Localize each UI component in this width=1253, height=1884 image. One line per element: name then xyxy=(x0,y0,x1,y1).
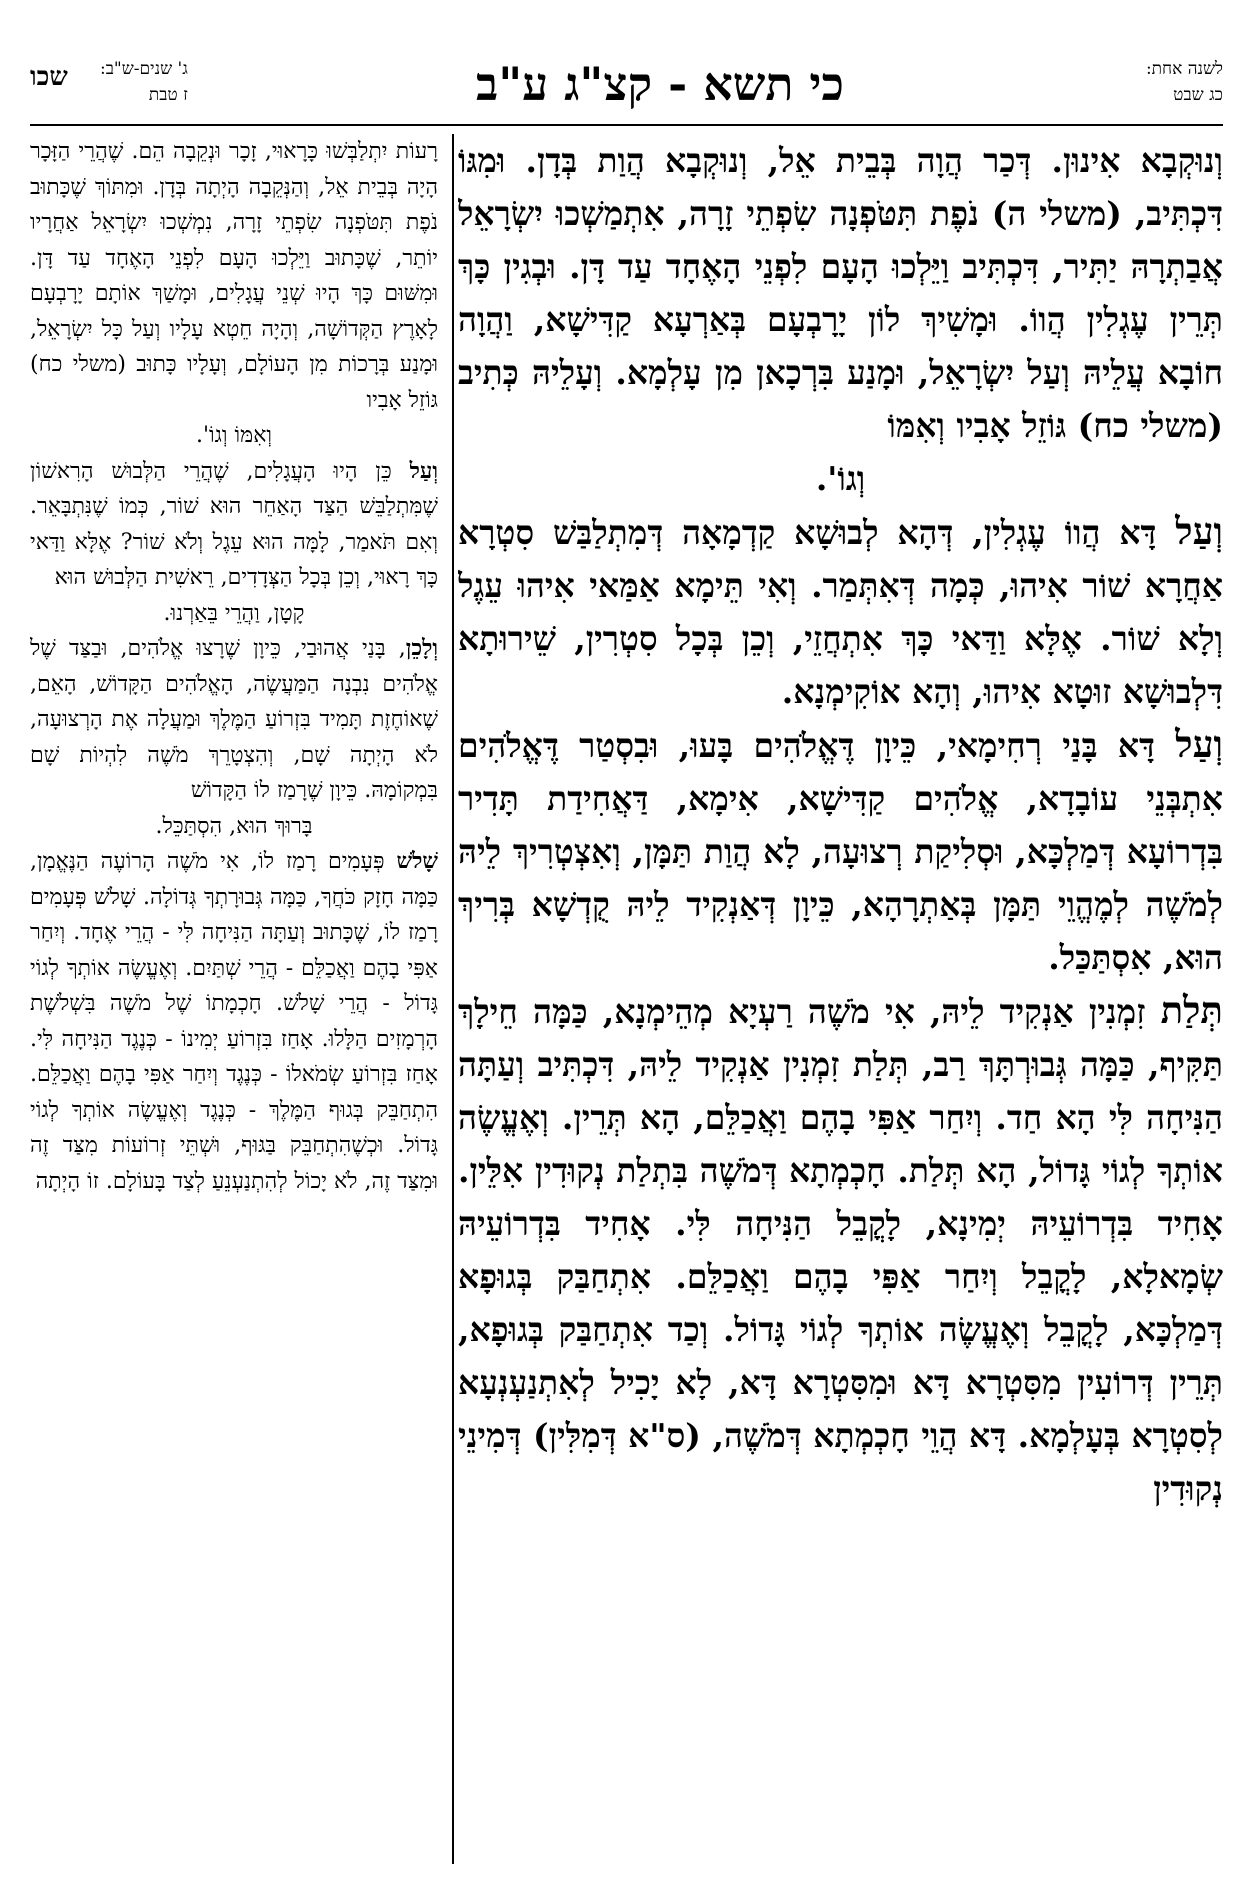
side-paragraph-4-lead: שָׁלֹשׁ xyxy=(396,848,438,874)
main-paragraph xyxy=(458,505,1223,718)
main-paragraph xyxy=(458,134,1223,452)
side-paragraph-3-text: , בָּנַי אֲהוּבַי, כֵּיוָן שֶׁרָצוּ אֱלֹהִים, וּבַצַּד שֶׁל אֱלֹהִים נִבְנָה הַמַּעֲשֶׂה, הָאֱלֹהִים הַקָּדוֹשׁ, הָאֵם, שֶׁאוֹחֶזֶת תָּמִיד בִּזְרוֹעַ הַמֶּלֶךְ וּמַעֲלָה אֶת הָרְצוּעָה, לֹא הָיְתָה שָׁם, וְהִצְטָרֵךְ מֹשֶׁה לִהְיוֹת שָׁם בִּמְקוֹמָהּ. כֵּיוָן שֶׁרָמַז לוֹ הַקָּדוֹשׁ xyxy=(30,636,438,803)
side-paragraph-3-lead: וְלָכֵן xyxy=(405,635,438,661)
side-paragraph xyxy=(30,134,438,418)
page-number: שכו xyxy=(30,62,68,92)
side-paragraph-2-text: כֵּן הָיוּ הָעֲגָלִים, שֶׁהֲרֵי הַלְּבוּשׁ הָרִאשׁוֹן שֶׁמִּתְלַבֵּשׁ הַצַּד הָאַחֵר הוּא שׁוֹר, כְּמוֹ שֶׁנִּתְבָּאֵר. וְאִם תֹּאמַר, לָמָּה הוּא עֵגֶל וְלֹא שׁוֹר? אֶלָּא וַדַּאי כָּךְ רָאוּי, וְכֵן בְּכָל הַצְּדָדִים, רֵאשִׁית הַלְּבוּשׁ הוּא xyxy=(30,458,438,590)
side-paragraph-3-end: בָּרוּךְ הוּא, הִסְתַּכֵּל. xyxy=(155,813,313,839)
main-paragraph-2-lead: וְעַל xyxy=(1175,509,1223,553)
page-header xyxy=(30,48,1223,128)
side-paragraph-1-end: וְאִמּוֹ וְגוֹ'. xyxy=(195,423,273,448)
main-paragraph xyxy=(458,984,1223,1515)
side-paragraph xyxy=(30,454,438,596)
translation-column xyxy=(30,134,438,1864)
side-paragraph-2-lead: וְעַל xyxy=(409,457,438,484)
main-paragraph-3-text: דָּא בָּנַי רְחִימָאי, כֵּיוָן דֶּאֱלֹהִים בָּעוּ, וּבִסְטַר דֶּאֱלֹהִים אִתְבְּנֵי עוֹבָדָא, אֱלֹהִים קַדִּישָׁא, אִימָא, דַּאֲחִידַת תָּדִיר בִּדְרוֹעָא דְּמַלְכָּא, וּסְלִיקַת רְצוּעָה, לָא הֲוַת תַּמָּן, וְאִצְטְרִיךְ לֵיהּ לְמֹשֶׁה לְמֶהֱוֵי תַּמָּן בְּאַתְרָהָא, כֵּיוָן דְּאַנְקִיד לֵיהּ קֻדְשָׁא בְּרִיךְ הוּא, אִסְתַּכַּל. xyxy=(458,726,1223,977)
side-paragraph-2-end: קָטָן, וַהֲרֵי בֵּאַרְנוּ. xyxy=(163,600,305,626)
main-paragraph-2-text: דָּא הֲווֹ עֶגְלִין, דְּהָא לְבוּשָׁא קַדְמָאָה דְּמִתְלַבַּשׁ סִטְרָא אַחֲרָא שׁוֹר אִיהוּ, כְּמָה דְּאִתְּמַר. וְאִי תֵּימָא אַמַּאי אִיהוּ עֵגֶל וְלָא שׁוֹר. אֶלָּא וַדַּאי כָּךְ אִתְחֲזֵי, וְכֵן בְּכָל סִטְרִין, שֵׁירוּתָא דִּלְבוּשָׁא זוּטָא אִיהוּ, וְהָא אוֹקִימְנָא. xyxy=(458,513,1223,711)
side-paragraph xyxy=(30,631,438,809)
main-paragraph-3-lead: וְעַל xyxy=(1175,722,1223,766)
main-paragraph-4-text: זִמְנִין אַנְקִיד לֵיהּ, אִי מֹשֶׁה רַעְיָא מְהֵימְנָא, כַּמָּה חֵילָךְ תַּקִּיף, כַּמָּה גְּבוּרְתָּךְ רַב, תְּלַת זִמְנִין אַנְקִיד לֵיהּ, דִּכְתִּיב וְעַתָּה הַנִּיחָה לִּי הָא חַד. וְיִחַר אַפִּי בָהֶם וַאֲכַלֵּם, הָא תְּרֵין. וְאֶעֱשֶׂה אוֹתְךָ לְגוֹי גָּדוֹל, הָא תְּלַת. חָכְמְתָא דְּמֹשֶׁה בִּתְלַת נְקוּדִין אִלֵּין. אָחִיד בִּדְרוֹעֵיהּ יְמִינָא, לָקֳבֵל הַנִּיחָה לִּי. אָחִיד בִּדְרוֹעֵיהּ שְׂמָאלָא, לָקֳבֵל וְיִחַר אַפִּי בָהֶם וַאֲכַלֵּם. אִתְחַבַּק בְּגוּפָא דְּמַלְכָּא, לָקֳבֵל וְאֶעֱשֶׂה אוֹתְךָ לְגוֹי גָּדוֹל. וְכַד אִתְחַבַּק בְּגוּפָא, תְּרֵין דְּרוֹעִין מִסִּטְרָא דָּא וּמִסִּטְרָא דָּא, לָא יָכִיל לְאִתְנַעְנְעָא לְסִטְרָא בְּעָלְמָא. דָּא הֲוֵי חָכְמְתָא דְּמֹשֶׁה, (ס"א דְּמִלִּין) דְּמִינֵי נְקוּדִין xyxy=(458,992,1223,1508)
side-paragraph-4-text: פְּעָמִים רָמַז לוֹ, אִי מֹשֶׁה הָרוֹעֶה הַנֶּאֱמָן, כַּמָּה חָזָק כֹּחֲךָ, כַּמָּה גְּבוּרָתְךָ גְּדוֹלָה. שָׁלֹשׁ פְּעָמִים רָמַז לוֹ, שֶׁכָּתוּב וְעַתָּה הַנִּיחָה לִּי - הֲרֵי אֶחָד. וְיִחַר אַפִּי בָהֶם וַאֲכַלֵּם - הֲרֵי שְׁתַּיִם. וְאֶעֱשֶׂה אוֹתְךָ לְגוֹי גָּדוֹל - הֲרֵי שָׁלֹשׁ. חָכְמָתוֹ שֶׁל מֹשֶׁה בִּשְׁלֹשֶׁת הָרְמָזִים הַלָּלוּ. אָחַז בִּזְרוֹעַ יְמִינוֹ - כְּנֶגֶד הַנִּיחָה לִּי. אָחַז בִּזְרוֹעַ שְׂמֹאלוֹ - כְּנֶגֶד וְיִחַר אַפִּי בָהֶם וַאֲכַלֵּם. הִתְחַבֵּק בְּגוּף הַמֶּלֶךְ - כְּנֶגֶד וְאֶעֱשֶׂה אוֹתְךָ לְגוֹי גָּדוֹל. וּכְשֶׁהִתְחַבֵּק בַּגּוּף, וּשְׁתֵּי זְרוֹעוֹת מִצַּד זֶה וּמִצַּד זֶה, לֹא יָכוֹל לְהִתְנַעְנֵעַ לְצַד בָּעוֹלָם. זוֹ הָיְתָה xyxy=(30,849,438,1194)
header-right-line2: כג שבט xyxy=(1173,85,1223,105)
header-right-info xyxy=(1146,56,1223,108)
header-left-info xyxy=(100,56,188,108)
side-paragraph-1-text: רָעוֹת יִתְלַבְּשׁוּ כָּרָאוּי, זָכָר וּנְקֵבָה הֵם. שֶׁהֲרֵי הַזָּכָר הָיָה בְּבֵית אֵל, וְהַנְּקֵבָה הָיְתָה בְּדָן. וּמִתּוֹךְ שֶׁכָּתוּב נֹפֶת תִּטֹּפְנָה שִׂפְתֵי זָרָה, נִמְשְׁכוּ יִשְׂרָאֵל אַחֲרָיו יוֹתֵר, שֶׁכָּתוּב וַיֵּלְכוּ הָעָם לִפְנֵי הָאֶחָד עַד דָּן. וּמִשּׁוּם כָּךְ הָיוּ שְׁנֵי עֲגָלִים, וּמָשַׁךְ אוֹתָם יָרָבְעָם לָאָרֶץ הַקְּדוֹשָׁה, וְהָיָה חֵטְא עָלָיו וְעַל כָּל יִשְׂרָאֵל, וּמָנַע בְּרָכוֹת מִן הָעוֹלָם, וְעָלָיו כָּתוּב (משלי כח) גּוֹזֵל אָבִיו xyxy=(30,139,438,413)
header-rule xyxy=(30,124,1223,126)
column-divider xyxy=(452,134,454,1864)
main-paragraph-4-lead: תְּלַת xyxy=(1160,988,1223,1032)
side-paragraph xyxy=(30,844,438,1199)
header-left-line2: ז טבת xyxy=(148,85,188,105)
main-paragraph xyxy=(458,718,1223,984)
header-left-line1: ג' שנים-ש"ב: xyxy=(100,59,188,79)
main-paragraph-1-text: וְנוּקְבָא אִינוּן. דְּכַר הֲוָה בְּבֵית אֵל, וְנוּקְבָא הֲוַת בְּדָן. וּמִגּוֹ דִּכְתִּיב, (משלי ה) נֹפֶת תִּטֹּפְנָה שִׂפְתֵי זָרָה, אִתְמַשְׁכוּ יִשְׂרָאֵל אֲבַתְרָהּ יַתִּיר, דִּכְתִּיב וַיֵּלְכוּ הָעָם לִפְנֵי הָאֶחָד עַד דָּן. וּבְגִין כָּךְ תְּרֵין עֶגְלִין הֲווֹ. וּמָשִׁיךְ לוֹן יָרָבְעָם בְּאַרְעָא קַדִּישָׁא, וַהֲוָה חוֹבָא עֲלֵיהּ וְעַל יִשְׂרָאֵל, וּמָנַע בִּרְכָאן מִן עָלְמָא. וְעָלֵיהּ כְּתִיב (משלי כח) גּוֹזֵל אָבִיו וְאִמּוֹ xyxy=(458,141,1223,445)
main-text-column xyxy=(458,134,1223,1864)
page-title: כי תשא - קצ"ג ע"ב xyxy=(476,57,844,111)
header-right-line1: לשנה אחת: xyxy=(1145,59,1223,79)
main-paragraph-1-end: וְגוֹ'. xyxy=(815,459,866,498)
